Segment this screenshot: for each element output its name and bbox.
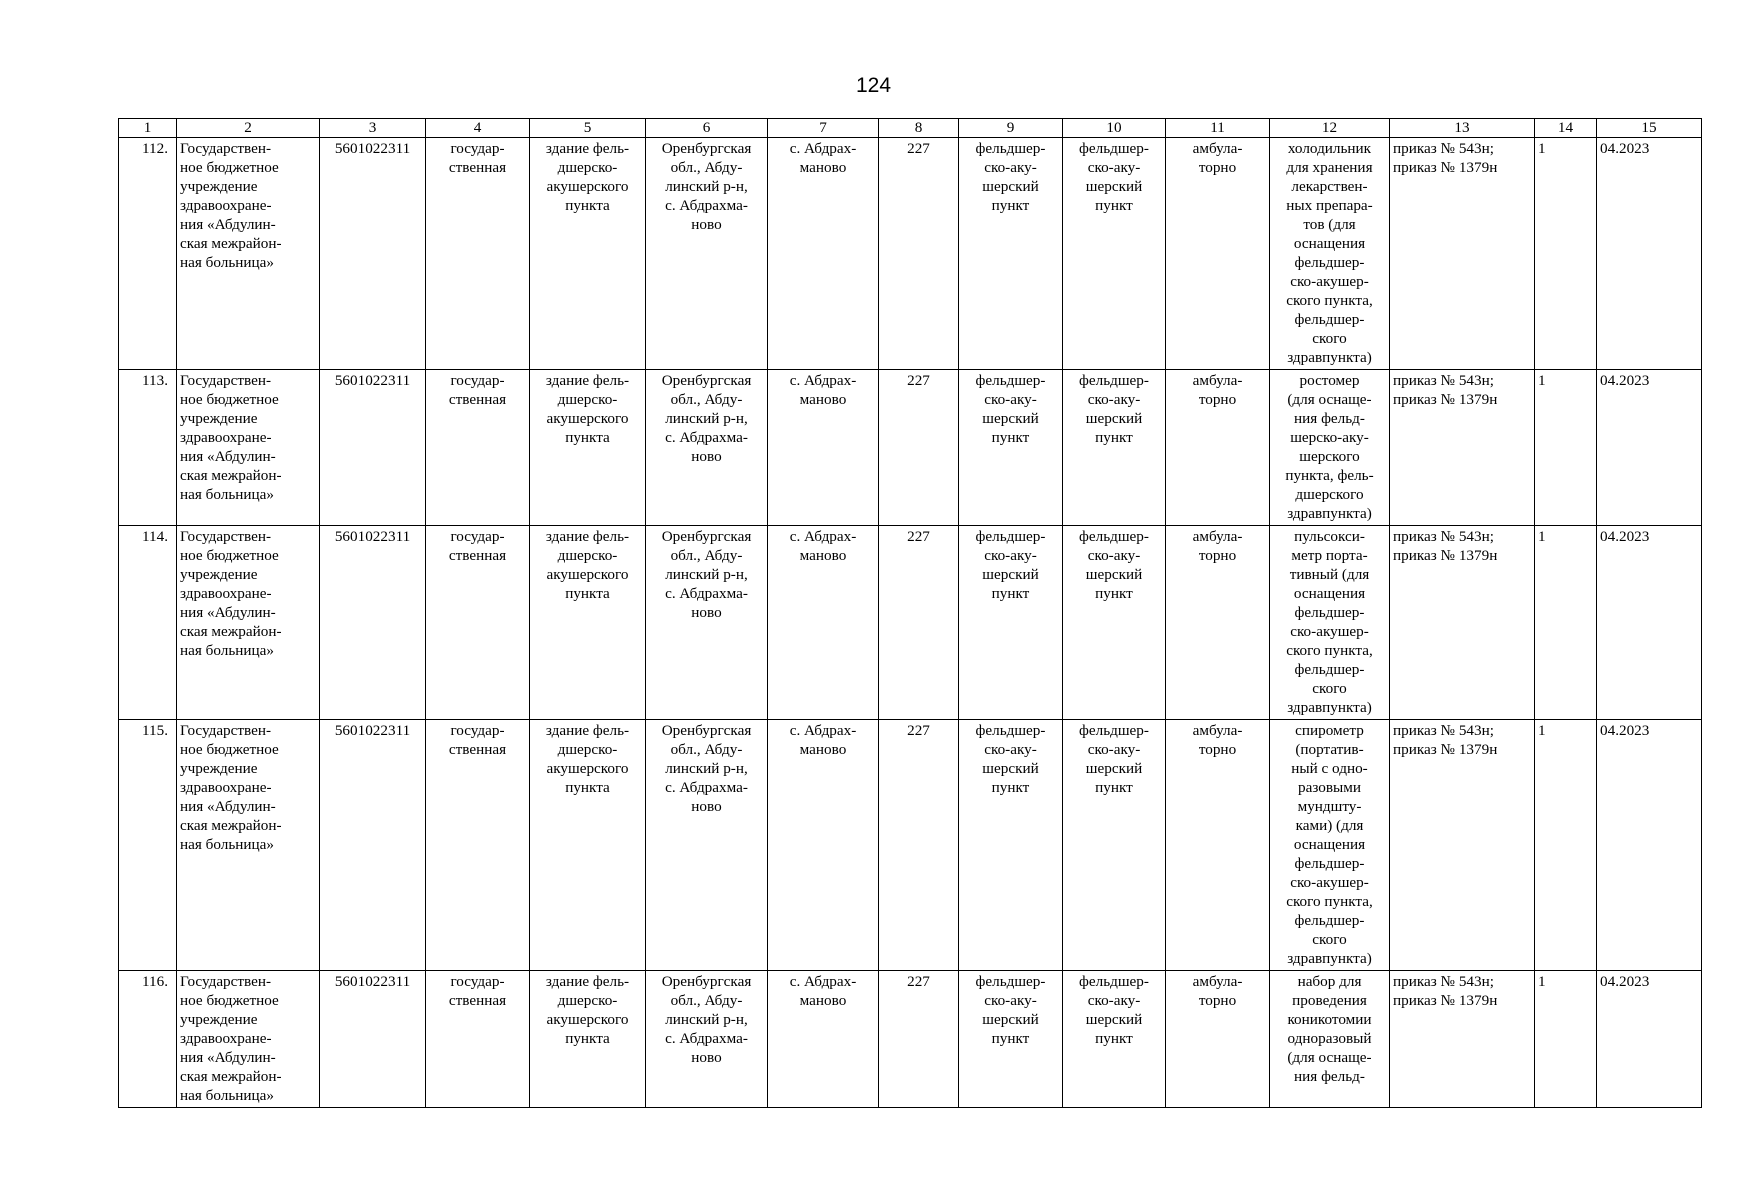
ownership-form: государ- ственная bbox=[426, 971, 530, 1108]
building: здание фель- дшерско- акушерского пункта bbox=[530, 370, 646, 526]
column-header: 11 bbox=[1166, 119, 1270, 138]
quantity: 1 bbox=[1535, 370, 1597, 526]
population: 227 bbox=[879, 138, 959, 370]
quantity: 1 bbox=[1535, 720, 1597, 971]
care-conditions: амбула- торно bbox=[1166, 526, 1270, 720]
organization-name: Государствен- ное бюджетное учреждение здравоохране- ния «Абдулин- ская межрайон- ная больница» bbox=[177, 138, 320, 370]
page-number: 124 bbox=[855, 74, 892, 97]
table-row bbox=[119, 370, 1702, 526]
building: здание фель- дшерско- акушерского пункта bbox=[530, 138, 646, 370]
settlement: с. Абдрах- маново bbox=[768, 720, 879, 971]
care-conditions: амбула- торно bbox=[1166, 138, 1270, 370]
equipment-table bbox=[118, 118, 1702, 1108]
organization-name: Государствен- ное бюджетное учреждение здравоохране- ния «Абдулин- ская межрайон- ная больница» bbox=[177, 720, 320, 971]
column-header: 6 bbox=[646, 119, 768, 138]
column-number-row bbox=[119, 119, 1702, 138]
care-conditions: амбула- торно bbox=[1166, 971, 1270, 1108]
equipment: пульсокси- метр порта- тивный (для оснащения фельдшер- ско-акушер- ского пункта, фельдшер- ского здравпункта) bbox=[1270, 526, 1390, 720]
row-number: 115. bbox=[119, 720, 177, 971]
order-reference: приказ № 543н; приказ № 1379н bbox=[1390, 138, 1535, 370]
facility-subtype: фельдшер- ско-аку- шерский пункт bbox=[1063, 720, 1166, 971]
care-conditions: амбула- торно bbox=[1166, 720, 1270, 971]
equipment: спирометр (портатив- ный с одно- разовыми мундшту- ками) (для оснащения фельдшер- ско-акушер- ского пункта, фельдшер- ского здравпункта) bbox=[1270, 720, 1390, 971]
column-header: 3 bbox=[320, 119, 426, 138]
address: Оренбургская обл., Абду- линский р-н, с. Абдрахма- ново bbox=[646, 720, 768, 971]
ownership-form: государ- ственная bbox=[426, 138, 530, 370]
table-row bbox=[119, 526, 1702, 720]
building: здание фель- дшерско- акушерского пункта bbox=[530, 720, 646, 971]
quantity: 1 bbox=[1535, 526, 1597, 720]
column-header: 4 bbox=[426, 119, 530, 138]
table-row bbox=[119, 138, 1702, 370]
date: 04.2023 bbox=[1597, 526, 1702, 720]
facility-type: фельдшер- ско-аку- шерский пункт bbox=[959, 971, 1063, 1108]
settlement: с. Абдрах- маново bbox=[768, 370, 879, 526]
row-number: 112. bbox=[119, 138, 177, 370]
equipment: холодильник для хранения лекарствен- ных препара- тов (для оснащения фельдшер- ско-акушер- ского пункта, фельдшер- ского здравпункта) bbox=[1270, 138, 1390, 370]
quantity: 1 bbox=[1535, 138, 1597, 370]
ownership-form: государ- ственная bbox=[426, 526, 530, 720]
settlement: с. Абдрах- маново bbox=[768, 971, 879, 1108]
equipment: набор для проведения коникотомии одноразовый (для оснаще- ния фельд- bbox=[1270, 971, 1390, 1108]
organization-name: Государствен- ное бюджетное учреждение здравоохране- ния «Абдулин- ская межрайон- ная больница» bbox=[177, 526, 320, 720]
facility-subtype: фельдшер- ско-аку- шерский пункт bbox=[1063, 526, 1166, 720]
equipment: ростомер (для оснаще- ния фельд- шерско-аку- шерского пункта, фель- дшерского здравпункта) bbox=[1270, 370, 1390, 526]
column-header: 10 bbox=[1063, 119, 1166, 138]
address: Оренбургская обл., Абду- линский р-н, с. Абдрахма- ново bbox=[646, 971, 768, 1108]
column-header: 8 bbox=[879, 119, 959, 138]
column-header: 2 bbox=[177, 119, 320, 138]
facility-type: фельдшер- ско-аку- шерский пункт bbox=[959, 138, 1063, 370]
row-number: 114. bbox=[119, 526, 177, 720]
settlement: с. Абдрах- маново bbox=[768, 138, 879, 370]
order-reference: приказ № 543н; приказ № 1379н bbox=[1390, 971, 1535, 1108]
column-header: 7 bbox=[768, 119, 879, 138]
facility-type: фельдшер- ско-аку- шерский пункт bbox=[959, 526, 1063, 720]
population: 227 bbox=[879, 720, 959, 971]
facility-subtype: фельдшер- ско-аку- шерский пункт bbox=[1063, 971, 1166, 1108]
inn: 5601022311 bbox=[320, 526, 426, 720]
table-row bbox=[119, 720, 1702, 971]
address: Оренбургская обл., Абду- линский р-н, с. Абдрахма- ново bbox=[646, 526, 768, 720]
building: здание фель- дшерско- акушерского пункта bbox=[530, 526, 646, 720]
building: здание фель- дшерско- акушерского пункта bbox=[530, 971, 646, 1108]
row-number: 113. bbox=[119, 370, 177, 526]
facility-type: фельдшер- ско-аку- шерский пункт bbox=[959, 720, 1063, 971]
facility-subtype: фельдшер- ско-аку- шерский пункт bbox=[1063, 370, 1166, 526]
order-reference: приказ № 543н; приказ № 1379н bbox=[1390, 720, 1535, 971]
order-reference: приказ № 543н; приказ № 1379н bbox=[1390, 526, 1535, 720]
facility-type: фельдшер- ско-аку- шерский пункт bbox=[959, 370, 1063, 526]
address: Оренбургская обл., Абду- линский р-н, с. Абдрахма- ново bbox=[646, 370, 768, 526]
inn: 5601022311 bbox=[320, 370, 426, 526]
column-header: 12 bbox=[1270, 119, 1390, 138]
population: 227 bbox=[879, 526, 959, 720]
row-number: 116. bbox=[119, 971, 177, 1108]
settlement: с. Абдрах- маново bbox=[768, 526, 879, 720]
column-header: 14 bbox=[1535, 119, 1597, 138]
column-header: 15 bbox=[1597, 119, 1702, 138]
date: 04.2023 bbox=[1597, 370, 1702, 526]
inn: 5601022311 bbox=[320, 138, 426, 370]
organization-name: Государствен- ное бюджетное учреждение здравоохране- ния «Абдулин- ская межрайон- ная больница» bbox=[177, 971, 320, 1108]
order-reference: приказ № 543н; приказ № 1379н bbox=[1390, 370, 1535, 526]
population: 227 bbox=[879, 971, 959, 1108]
ownership-form: государ- ственная bbox=[426, 720, 530, 971]
inn: 5601022311 bbox=[320, 720, 426, 971]
inn: 5601022311 bbox=[320, 971, 426, 1108]
address: Оренбургская обл., Абду- линский р-н, с. Абдрахма- ново bbox=[646, 138, 768, 370]
date: 04.2023 bbox=[1597, 720, 1702, 971]
population: 227 bbox=[879, 370, 959, 526]
column-header: 13 bbox=[1390, 119, 1535, 138]
column-header: 5 bbox=[530, 119, 646, 138]
date: 04.2023 bbox=[1597, 971, 1702, 1108]
column-header: 9 bbox=[959, 119, 1063, 138]
quantity: 1 bbox=[1535, 971, 1597, 1108]
organization-name: Государствен- ное бюджетное учреждение здравоохране- ния «Абдулин- ская межрайон- ная больница» bbox=[177, 370, 320, 526]
facility-subtype: фельдшер- ско-аку- шерский пункт bbox=[1063, 138, 1166, 370]
care-conditions: амбула- торно bbox=[1166, 370, 1270, 526]
date: 04.2023 bbox=[1597, 138, 1702, 370]
ownership-form: государ- ственная bbox=[426, 370, 530, 526]
table-row bbox=[119, 971, 1702, 1108]
column-header: 1 bbox=[119, 119, 177, 138]
